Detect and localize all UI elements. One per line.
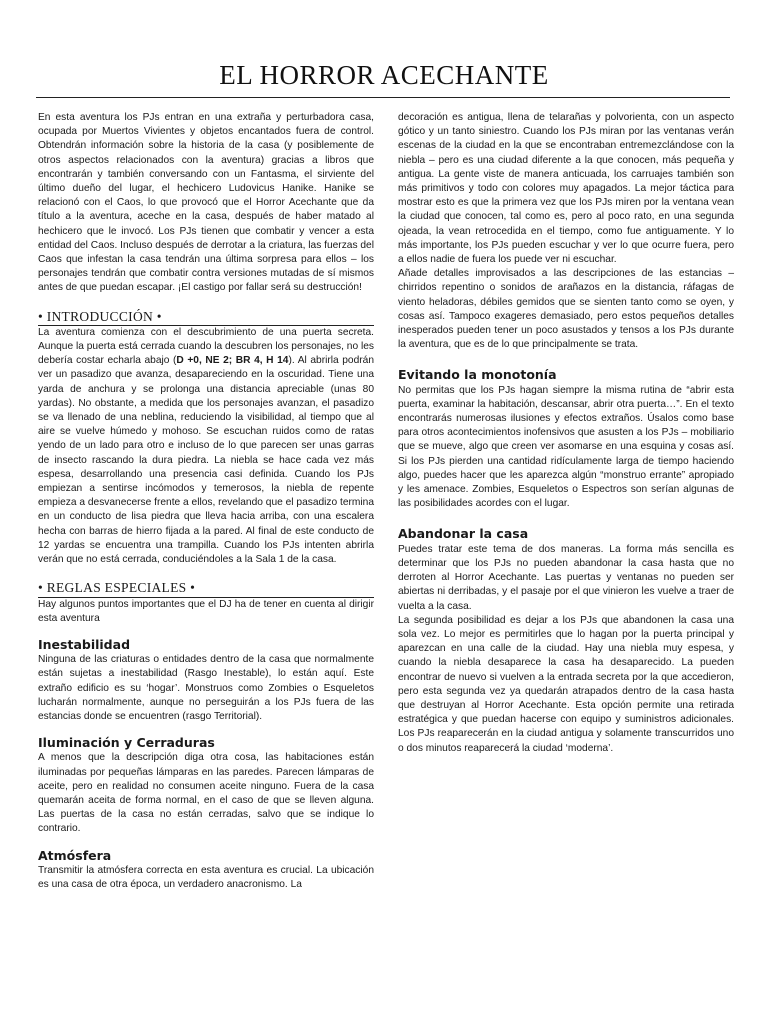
introduccion-text [38,326,374,567]
monotonia-text: No permitas que los PJs hagan siempre la misma rutina de “abrir esta puerta, examinar la habitación, descansar, abrir otra puerta…”. En el texto encontrarás numerosas ilusiones y efectos extraños. Úsalos como base para otros acontecimientos inofensivos que asusten a los PJs – mobiliario que se mueve, algo que creen ver asomarse en una esquina y cosas así. Si los PJs pierden una cantidad ridículamente larga de tiempo haciendo algo, puedes hacer que les aparezca algún “monstruo errante” apropiado y les amenace. Zombies, Esqueletos o Espectros son serían algunas de las posibilidades acordes con el lugar. [398,384,734,510]
right-column [398,111,734,756]
subheading-atmosfera: Atmósfera [38,847,112,863]
abandonar-text-2: La segunda posibilidad es dejar a los PJs que abandonen la casa una sola vez. Lo mejor es permitirles que lo hagan por la puerta principal y aparezcan en una calle de la ciudad. Hay una niebla muy espesa, y cuando la niebla desaparece la casa ha desaparecido. La pueden encontrar de nuevo si vuelven a la entrada secreta por la que accedieron, pero esta segunda vez ya quedarán atrapados dentro de la casa hasta que destruyan al Horror Acechante. Esta opción permite una retirada estratégica y que puedan hacerse con equipo y suministros adicionales. Los PJs reaparecerán en la ciudad antigua y solamente transcurridos uno o dos minutos reaparecerá la ciudad ‘moderna’. [398,614,734,754]
intro-paragraph: En esta aventura los PJs entran en una extraña y perturbadora casa, ocupada por Muertos Vivientes y objetos encantados fuera de control. Obtendrán información sobre la historia de la casa (y posiblemente de otros aspectos relacionados con la aventura) gracias a libros que encontrarán y también conversando con un Fantasma, el sirviente del último dueño del lugar, el hechicero Ludovicus Hanike. Hanike se relacionó con el Caos, lo que provocó que el Horror Acechante que da título a la aventura, aceche en la casa, después de haber matado al hechicero que le invocó. Los PJs tienen que combatir y vencer a esta entidad del Caos. Incluso después de derrotar a la criatura, las fuerzas del Caos que infestan la casa tendrán una última sorpresa para ellos – los personajes tendrán que combatir contra versiones mutadas de sí mismos antes de que puedan escapar. ¡El castigo por fallar será su destrucción! [38,112,374,294]
atmosfera-details-text: Añade detalles improvisados a las descripciones de las estancias – chirridos repentino o sonidos de arañazos en la distancia, ráfagas de viento heladoras, débiles gemidos que se sienten tanto como se oyen, y cosas así. Tampoco exageres demasiado, pero estos pequeños detalles inesperados pueden tener un poco asustados y tensos a los PJs durante la aventura, que es de lo que principalmente se trata. [398,268,734,351]
atmosfera-text-continued: decoración es antigua, llena de telarañas y polvorienta, con un aspecto gótico y un tanto siniestro. Cuando los PJs miran por las ventanas verán escenas de la ciudad en la que se encontraban entremezclándose con la niebla – pero es una ciudad diferente a la que conocen, más pequeña y antigua. La gente viste de manera anticuada, los carruajes también son más primitivos y todo con colores muy apagados. La mejor táctica para mostrar esto es que la primera vez que los PJs miren por la ventana vean la ciudad que conocen, tal como es, pero al poco rato, en una segunda ojeada, la vean retrocedida en el tiempo, como fue antiguamente. Y lo más importante, los PJs pueden escuchar y ver lo que ocurre fuera, pero a ellos nadie de fuera los puede ver ni escuchar. [398,112,734,266]
subheading-inestabilidad: Inestabilidad [38,636,131,652]
iluminacion-text: A menos que la descripción diga otra cosa, las habitaciones están iluminadas por pequeñas lámparas en las paredes. Parecen lámparas de aceite, pero en realidad no consumen aceite ninguno. Fuera de la casa quemarán aceita de forma normal, en el caso de que se lleven alguna. Las puertas de la casa no están cerradas, salvo que se indique lo contrario. [38,752,374,835]
abandonar-text-1: Puedes tratar este tema de dos maneras. La forma más sencilla es determinar que los PJs no pueden abandonar la casa hasta que no derroten al Horror Acechante. Las puertas y ventanas no pueden ser abiertas ni derribadas, y el pasaje por el que vinieron les vuelve a traer de vuelta a la casa. [398,543,734,612]
page-title: EL HORROR ACECHANTE [219,60,549,90]
subheading-iluminacion: Iluminación y Cerraduras [38,735,215,751]
introduccion-text-end: ). Al abrirla podrán ver un pasadizo que avanza, desapareciendo en la oscuridad. Tiene una yarda de anchura y se prolonga una distancia apreciable (unas 80 yardas). No obstante, a medida que los personajes avanzan, el pasadizo se va llenado de una neblina, reduciendo la visibilidad, al tiempo que al aire se vuelve húmedo y mohoso. Se escuchan ruidos como de ratas yendo de un lado para otro e incluso de lo que parecen ser unas garras de insecto rascando la dura piedra. La niebla se hace cada vez más espesa, desarrollando una presencia casi definida. Cuando los PJs empiezan a sentirse incómodos y temerosos, la niebla de repente empieza a desvanecerse frente a ellos, revelando que el pasadizo termina en un conducto de lisa piedra que lleva hacia arriba, con una escalera hecha con barras de hierro fijada a la pared. Al final de este conducto de 12 yardas se encuentra una trampilla. Cuando los PJs intenten abrirla verán que no está cerrada, conduciéndoles a la Sala 1 de la casa. [38,355,374,566]
reglas-text: Hay algunos puntos importantes que el DJ ha de tener en cuenta al dirigir esta aventura [38,598,374,624]
atmosfera-text: Transmitir la atmósfera correcta en esta aventura es crucial. La ubicación es una casa de otra época, un verdadero anacronismo. La [38,864,374,890]
section-heading-introduccion: • INTRODUCCIÓN • [38,310,374,326]
left-column [38,111,374,892]
door-stats: D +0, NE 2; BR 4, H 14 [176,355,289,367]
title-divider [36,97,730,98]
inestabilidad-text: Ninguna de las criaturas o entidades dentro de la casa que normalmente están sujetas a inestabilidad (Rasgo Inestable), lo están aquí. Este extraño edificio es su ‘hogar’. Monstruos como Zombies o Esqueletos lucharán normalmente, aunque no perseguirán a los PJs fuera de las estancias donde se encuentren (rasgo Territorial). [38,654,374,722]
introduccion-text-start: La aventura comienza con el descubrimiento de una puerta secreta. Aunque la puerta está cerrada cuando la descubren los personajes, no les debería costar echarla abajo ( [38,326,374,367]
subheading-monotonia: Evitando la monotonía [398,367,557,383]
section-heading-reglas: • REGLAS ESPECIALES • [38,581,374,597]
subheading-abandonar: Abandonar la casa [398,526,529,542]
